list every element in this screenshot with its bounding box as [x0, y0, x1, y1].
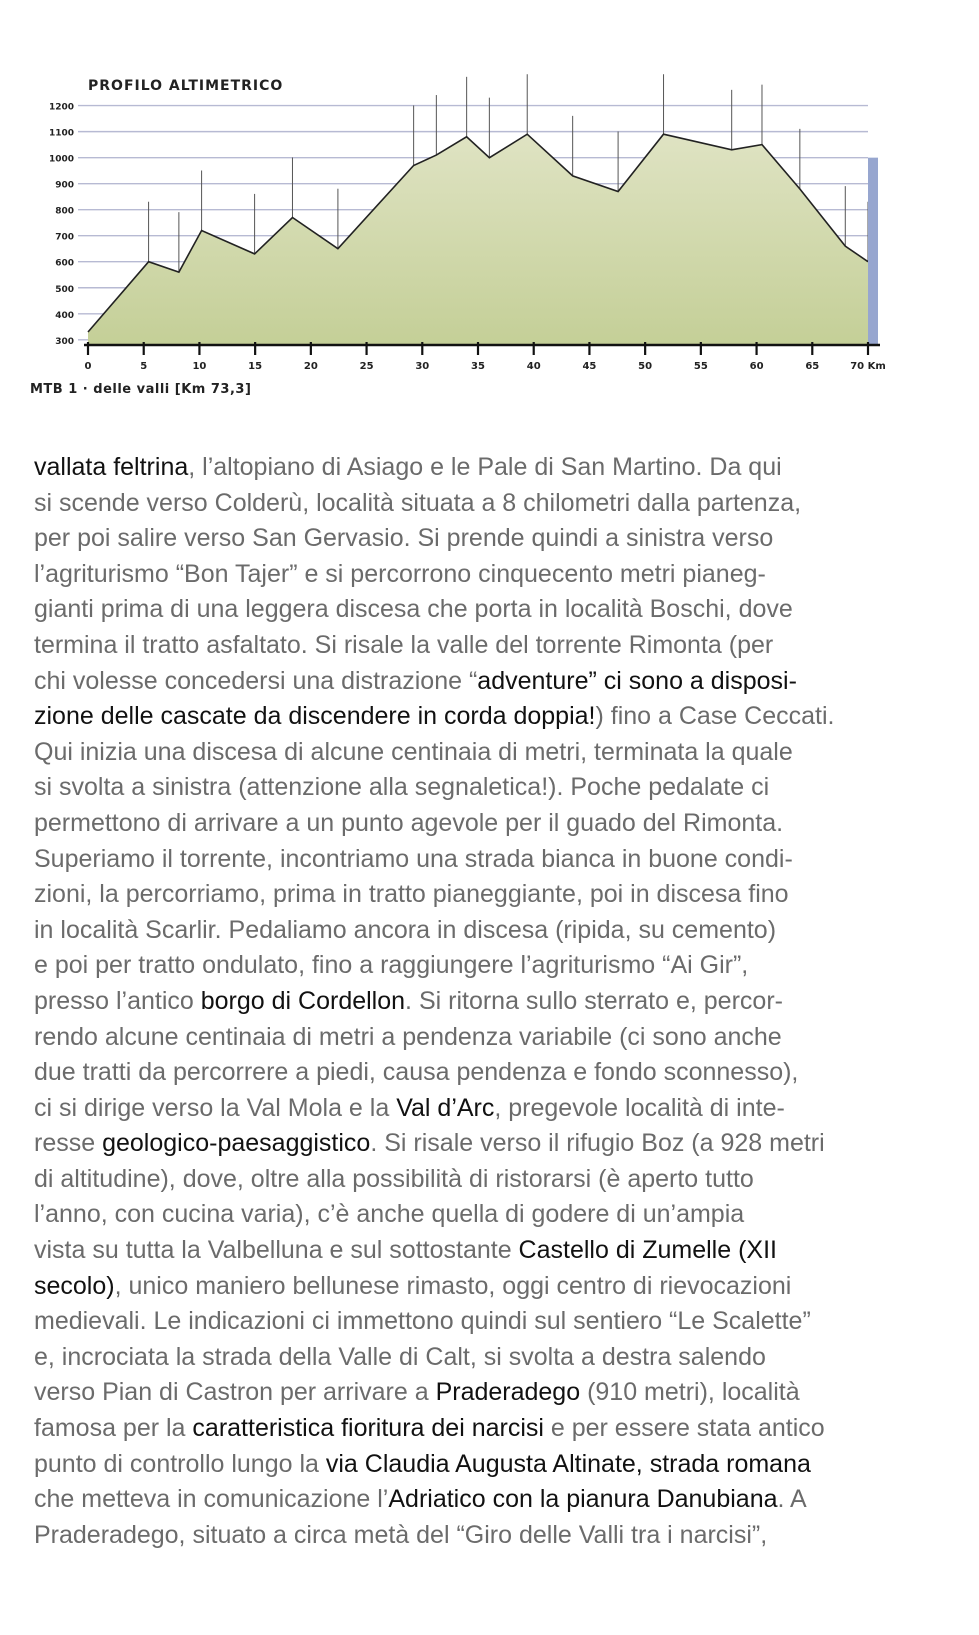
- text-line: [34, 699, 934, 735]
- end-bar: [868, 158, 878, 345]
- text-segment: rendo alcune centinaia di metri a pendenza variabile (ci sono anche: [34, 1022, 782, 1051]
- text-line: [34, 557, 934, 593]
- y-tick-label: 700: [55, 232, 74, 243]
- text-line: [34, 1269, 934, 1305]
- text-segment: , unico maniero bellunese rimasto, oggi centro di rievocazioni: [114, 1271, 792, 1300]
- text-segment: termina il tratto asfaltato. Si risale la valle del torrente Rimonta (per: [34, 630, 774, 659]
- highlighted-phrase: zione delle cascate da discendere in corda doppia!: [34, 702, 596, 731]
- text-segment: l’anno, con cucina varia), c’è anche quella di godere di un’ampia: [34, 1200, 745, 1229]
- text-line: [34, 1411, 934, 1447]
- text-segment: zioni, la percorriamo, prima in tratto pianeggiante, poi in discesa fino: [34, 880, 789, 909]
- x-tick-label: 20: [303, 361, 318, 372]
- text-segment: in località Scarlir. Pedaliamo ancora in discesa (ripida, su cemento): [34, 915, 777, 944]
- text-line: [34, 948, 934, 984]
- text-segment: l’agriturismo “Bon Tajer” e si percorrono cinquecento metri pianeg-: [34, 559, 766, 588]
- chart-caption: MTB 1 · delle valli [Km 73,3]: [30, 382, 252, 397]
- text-segment: chi volesse concedersi una distrazione “: [34, 666, 478, 695]
- text-segment: resse: [34, 1129, 103, 1158]
- text-line: [34, 1518, 934, 1554]
- highlighted-phrase: adventure” ci sono a disposi-: [477, 666, 797, 695]
- y-tick-label: 1100: [48, 128, 74, 139]
- highlighted-phrase: Val d’Arc: [396, 1093, 495, 1122]
- text-line: [34, 735, 934, 771]
- highlighted-phrase: Praderadego: [435, 1378, 581, 1407]
- text-segment: Qui inizia una discesa di alcune centinaia di metri, terminata la quale: [34, 737, 793, 766]
- text-segment: e poi per tratto ondulato, fino a raggiungere l’agriturismo “Ai Gir”,: [34, 951, 749, 980]
- y-tick-label: 1000: [48, 154, 74, 165]
- text-segment: di altitudine), dove, oltre alla possibilità di ristorarsi (è aperto tutto: [34, 1164, 754, 1193]
- text-segment: gianti prima di una leggera discesa che porta in località Boschi, dove: [34, 595, 793, 624]
- text-line: [34, 1304, 934, 1340]
- text-segment: Praderadego, situato a circa metà del “Giro delle Valli tra i narcisi”,: [34, 1520, 768, 1549]
- text-line: [34, 877, 934, 913]
- text-segment: . Si risale verso il rifugio Boz (a 928 metri: [370, 1129, 825, 1158]
- chart-title: PROFILO ALTIMETRICO: [88, 78, 284, 94]
- text-line: [34, 664, 934, 700]
- text-segment: due tratti da percorrere a piedi, causa pendenza e fondo sconnesso),: [34, 1058, 799, 1087]
- x-tick-label: 15: [248, 361, 263, 372]
- text-segment: presso l’antico: [34, 986, 201, 1015]
- x-tick-label: 0: [84, 361, 92, 372]
- text-segment: , pregevole località di inte-: [494, 1093, 785, 1122]
- text-segment: , l’altopiano di Asiago e le Pale di San Martino. Da qui: [188, 453, 782, 481]
- y-tick-label: 300: [55, 336, 74, 347]
- text-line: [34, 913, 934, 949]
- text-segment: vista su tutta la Valbelluna e sul sottostante: [34, 1236, 519, 1265]
- highlighted-phrase: secolo): [34, 1271, 115, 1300]
- text-line: [34, 1482, 934, 1518]
- text-line: [34, 1091, 934, 1127]
- x-tick-label: 55: [693, 361, 708, 372]
- text-segment: famosa per la: [34, 1414, 193, 1443]
- highlighted-phrase: borgo di Cordellon: [200, 986, 406, 1015]
- x-tick-label: 10: [192, 361, 207, 372]
- highlighted-phrase: caratteristica fioritura dei narcisi: [192, 1414, 544, 1443]
- x-tick-label: 30: [415, 361, 430, 372]
- y-tick-label: 1200: [48, 102, 74, 113]
- text-line: [34, 1055, 934, 1091]
- x-tick-label: 35: [471, 361, 485, 372]
- text-line: [34, 592, 934, 628]
- text-segment: e, incrociata la strada della Valle di Calt, si svolta a destra salendo: [34, 1342, 766, 1371]
- text-segment: . A: [777, 1485, 807, 1514]
- text-line: [34, 1126, 934, 1162]
- elevation-area: [88, 134, 868, 345]
- text-segment: Superiamo il torrente, incontriamo una strada bianca in buone condi-: [34, 844, 793, 873]
- text-line: [34, 1233, 934, 1269]
- text-segment: e per essere stata antico: [543, 1414, 825, 1443]
- x-tick-label: 5: [140, 361, 148, 372]
- text-segment: permettono di arrivare a un punto agevole per il guado del Rimonta.: [34, 808, 784, 837]
- x-tick-label: 70 Km: [850, 361, 886, 372]
- text-segment: (910 metri), località: [580, 1378, 800, 1407]
- text-line: [34, 1340, 934, 1376]
- highlighted-phrase: vallata feltrina: [34, 453, 189, 481]
- x-tick-label: 50: [638, 361, 653, 372]
- text-line: [34, 1162, 934, 1198]
- x-tick-label: 45: [582, 361, 597, 372]
- text-segment: . Si ritorna sullo sterrato e, percor-: [405, 986, 783, 1015]
- text-line: [34, 770, 934, 806]
- y-tick-label: 500: [55, 284, 74, 295]
- text-line: [34, 1447, 934, 1483]
- y-tick-label: 400: [55, 310, 74, 321]
- elevation-profile-svg: [30, 60, 886, 405]
- text-line: [34, 984, 934, 1020]
- elevation-profile: [30, 60, 886, 420]
- text-line: [34, 842, 934, 878]
- highlighted-phrase: Adriatico con la pianura Danubiana: [388, 1485, 778, 1514]
- text-segment: che metteva in comunicazione l’: [34, 1485, 389, 1514]
- text-segment: medievali. Le indicazioni ci immettono quindi sul sentiero “Le Scalette”: [34, 1307, 811, 1336]
- x-tick-label: 25: [359, 361, 374, 372]
- text-segment: verso Pian di Castron per arrivare a: [34, 1378, 436, 1407]
- text-line: [34, 486, 934, 522]
- y-tick-label: 600: [55, 258, 74, 269]
- x-tick-label: 65: [805, 361, 820, 372]
- text-segment: punto di controllo lungo la: [34, 1449, 326, 1478]
- text-segment: si scende verso Colderù, località situata a 8 chilometri dalla partenza,: [34, 488, 802, 517]
- text-segment: per poi salire verso San Gervasio. Si prende quindi a sinistra verso: [34, 524, 774, 553]
- x-tick-label: 60: [749, 361, 764, 372]
- highlighted-phrase: Castello di Zumelle (XII: [518, 1236, 777, 1265]
- text-line: [34, 521, 934, 557]
- y-tick-label: 900: [55, 180, 74, 191]
- highlighted-phrase: via Claudia Augusta Altinate, strada romana: [325, 1449, 811, 1478]
- article-body: [34, 450, 934, 1553]
- text-line: [34, 806, 934, 842]
- text-segment: ci si dirige verso la Val Mola e la: [34, 1093, 397, 1122]
- text-line: [34, 450, 934, 486]
- text-line: [34, 1197, 934, 1233]
- y-tick-label: 800: [55, 206, 74, 217]
- text-line: [34, 628, 934, 664]
- highlighted-phrase: geologico-paesaggistico: [102, 1129, 371, 1158]
- x-tick-label: 40: [526, 361, 541, 372]
- text-segment: ) fino a Case Ceccati.: [595, 702, 835, 731]
- text-line: [34, 1375, 934, 1411]
- text-segment: si svolta a sinistra (attenzione alla segnaletica!). Poche pedalate ci: [34, 773, 770, 802]
- text-line: [34, 1020, 934, 1056]
